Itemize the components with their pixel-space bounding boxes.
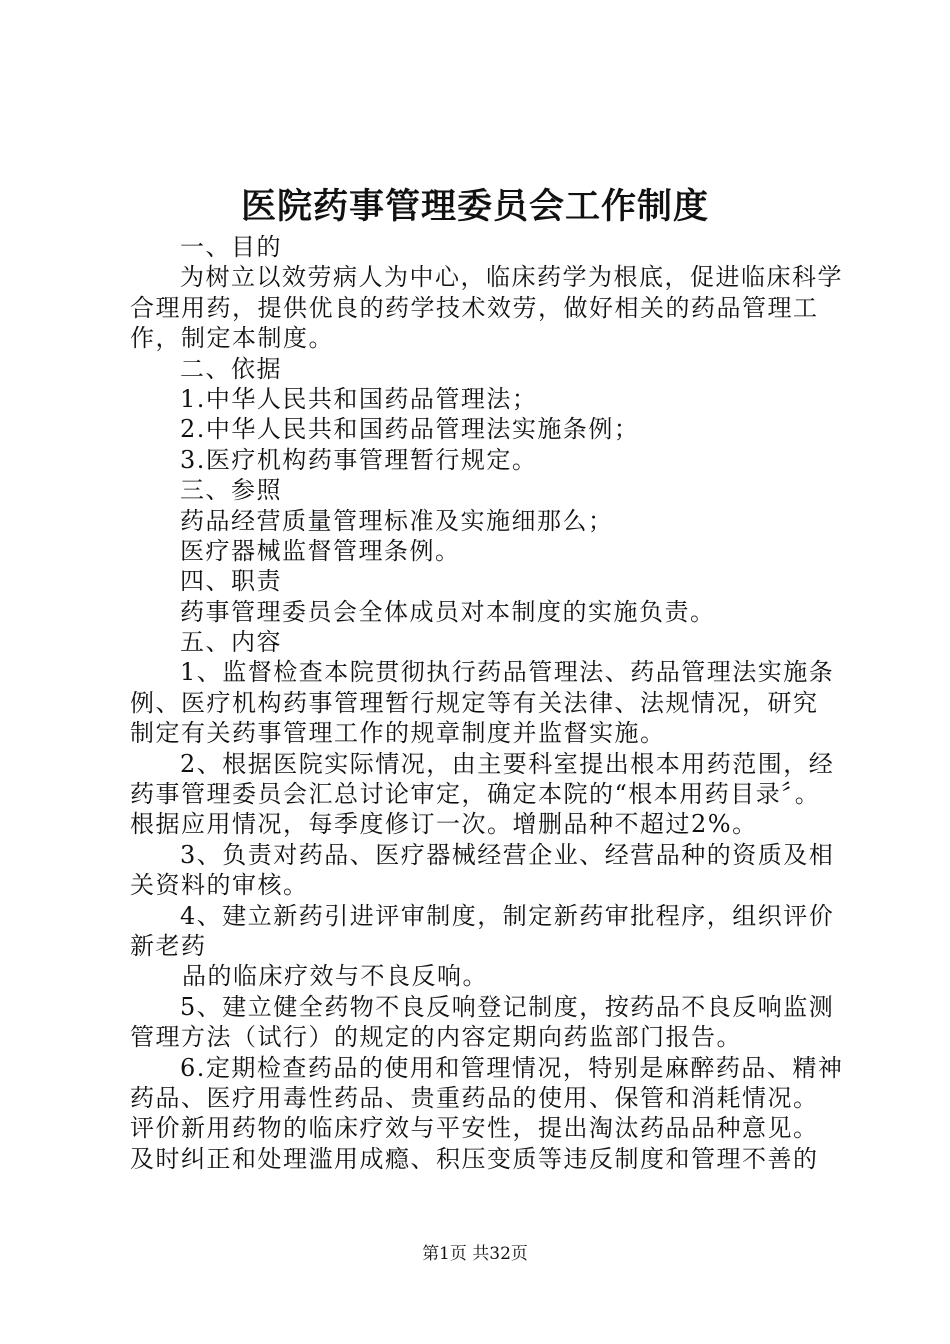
section-heading-content: 五、内容 xyxy=(180,628,282,657)
section-heading-reference: 三、参照 xyxy=(180,476,282,505)
paragraph-line: 药事管理委员会全体成员对本制度的实施负责。 xyxy=(180,597,716,626)
paragraph-line: 新老药 xyxy=(130,931,207,960)
paragraph-line: 3、负责对药品、医疗器械经营企业、经营品种的资质及相 xyxy=(180,840,835,869)
paragraph-line: 评价新用药物的临床疗效与平安性，提出淘汰药品品种意见。 xyxy=(130,1114,819,1143)
paragraph-line: 药品、医疗用毒性药品、贵重药品的使用、保管和消耗情况。 xyxy=(130,1083,819,1112)
paragraph-line: 作，制定本制度。 xyxy=(130,324,334,353)
paragraph-line: 1、监督检查本院贯彻执行药品管理法、药品管理法实施条 xyxy=(180,658,835,687)
paragraph-line: 为树立以效劳病人为中心，临床药学为根底，促进临床科学 xyxy=(180,263,843,292)
paragraph-line: 2、根据医院实际情况，由主要科室提出根本用药范围，经 xyxy=(180,749,835,778)
paragraph-line: 合理用药，提供优良的药学技术效劳，做好相关的药品管理工 xyxy=(130,293,819,322)
page-footer: 第1页 共32页 xyxy=(422,1244,528,1264)
paragraph-line: 6.定期检查药品的使用和管理情况，特别是麻醉药品、精神 xyxy=(180,1053,844,1082)
paragraph-line: 管理方法（试行）的规定的内容定期向药监部门报告。 xyxy=(130,1023,742,1052)
paragraph-line: 5、建立健全药物不良反响登记制度，按药品不良反响监测 xyxy=(180,992,835,1021)
section-heading-purpose: 一、目的 xyxy=(180,233,282,261)
list-item: 2.中华人民共和国药品管理法实施条例； xyxy=(180,415,640,444)
paragraph-line: 例、医疗机构药事管理暂行规定等有关法律、法规情况，研究 xyxy=(130,688,819,717)
paragraph-line: 关资料的审核。 xyxy=(130,871,309,900)
document-body xyxy=(130,232,844,1174)
section-heading-duties: 四、职责 xyxy=(180,567,282,596)
document-title: 医院药事管理委员会工作制度 xyxy=(240,186,709,227)
paragraph-line: 制定有关药事管理工作的规章制度并监督实施。 xyxy=(130,719,666,748)
paragraph-line: 药事管理委员会汇总讨论审定，确定本院的“根本用药目录〞。 xyxy=(130,780,821,809)
paragraph-line: 药品经营质量管理标准及实施细那么； xyxy=(180,506,614,535)
section-heading-basis: 二、依据 xyxy=(180,354,282,383)
paragraph-line: 及时纠正和处理滥用成瘾、积压变质等违反制度和管理不善的 xyxy=(130,1144,819,1173)
paragraph-line: 根据应用情况，每季度修订一次。增删品种不超过2%。 xyxy=(130,810,758,839)
list-item: 1.中华人民共和国药品管理法； xyxy=(180,384,538,413)
paragraph-line: 医疗器械监督管理条例。 xyxy=(180,536,461,565)
paragraph-line: 4、建立新药引进评审制度，制定新药审批程序，组织评价 xyxy=(180,901,835,930)
paragraph-line: 品的临床疗效与不良反响。 xyxy=(182,962,488,991)
list-item: 3.医疗机构药事管理暂行规定。 xyxy=(180,445,538,474)
